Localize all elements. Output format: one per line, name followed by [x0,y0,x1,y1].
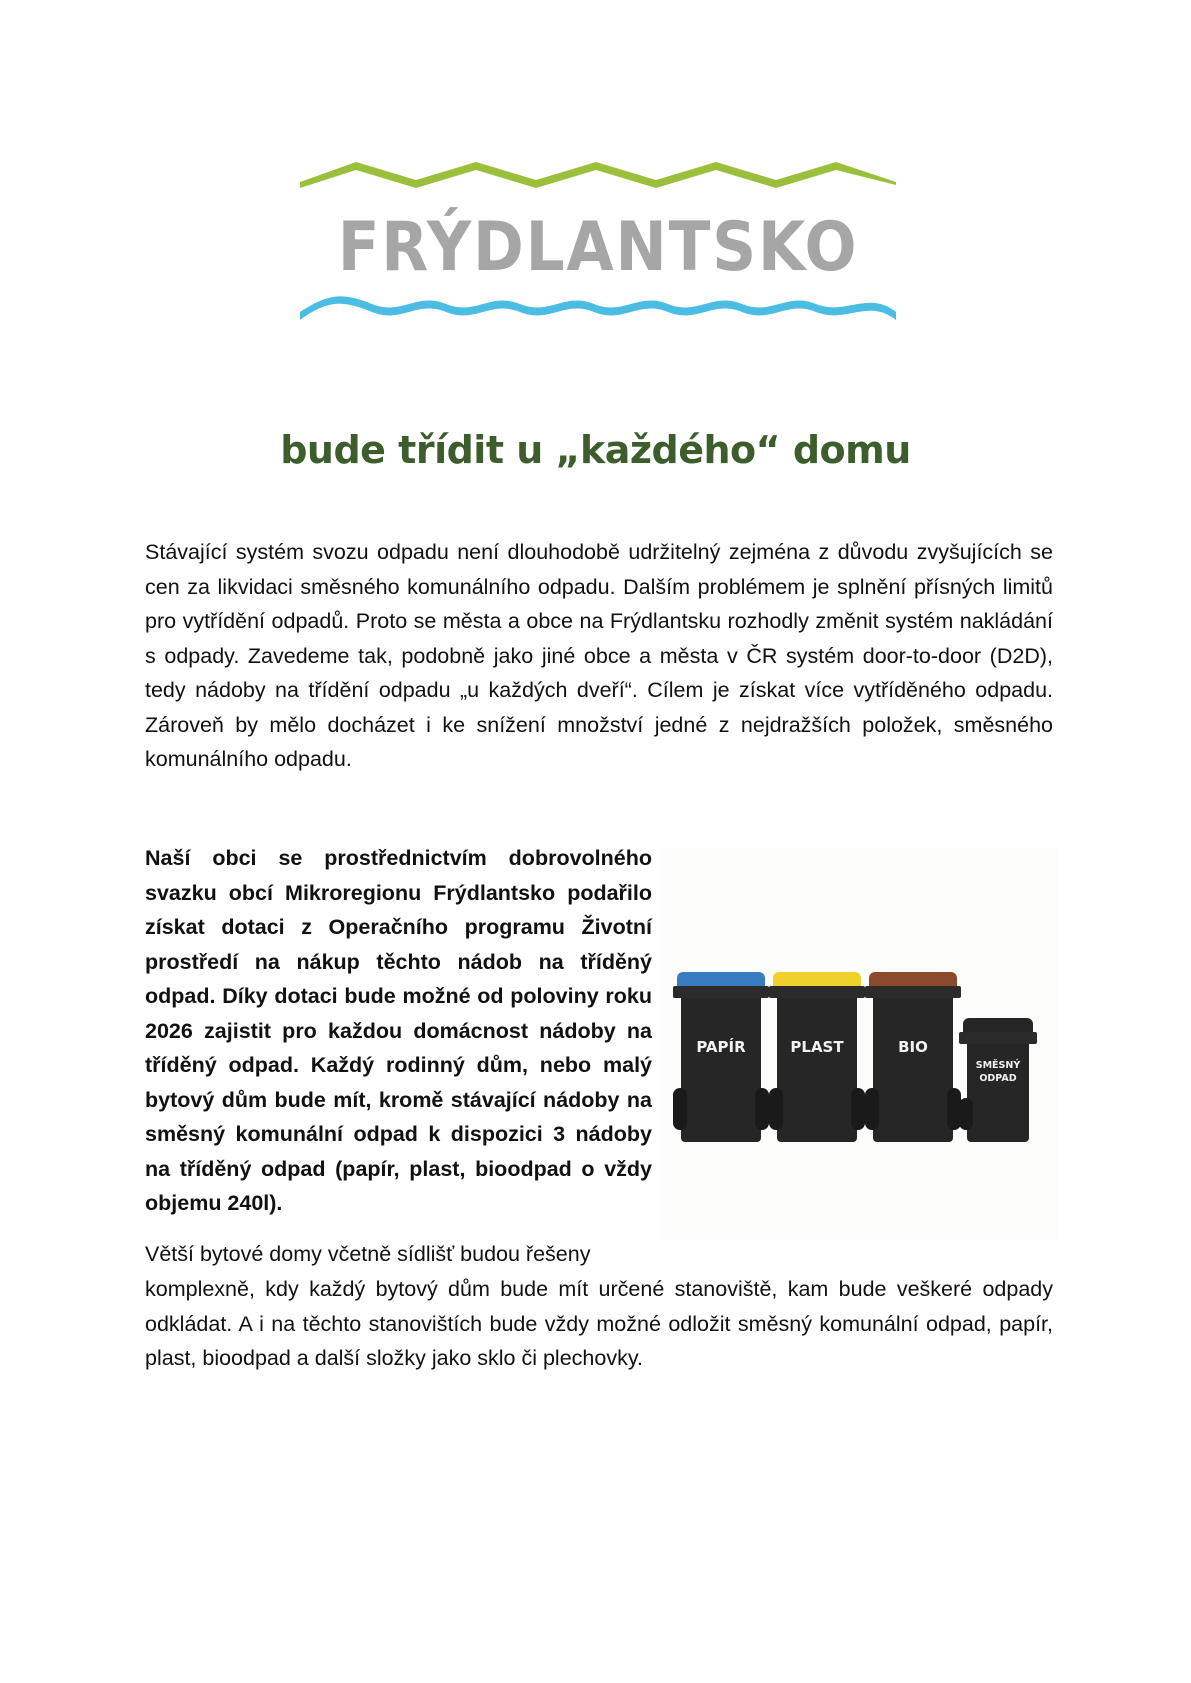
bin-label: PAPÍR [696,1038,746,1056]
intro-paragraph: Stávající systém svozu odpadu není dlouhodobě udržitelný zejména z důvodu zvyšujících se cen za likvidaci směsného komunálního odpadu. Dalším problémem je splnění přísných limitů pro vytřídění odpadů. Proto se města a obce na Frýdlantsku rozhodly změnit systém nakládání s odpady. Zavedeme tak, podobně jako jiné obce a města v ČR systém door-to-door (D2D), tedy nádoby na třídění odpadu „u každých dveří“. Cílem je získat více vytříděného odpadu. Zároveň by mělo docházet i ke snížení množství jedné z nejdražších položek, směsného komunálního odpadu. [145,540,1053,771]
bin-label: BIO [898,1038,928,1056]
bin-label-line1: SMĚSNÝ [975,1060,1021,1071]
bin-plastic-icon [773,972,861,1142]
grant-paragraph: Naší obci se prostřednictvím dobrovolného svazku obcí Mikroregionu Frýdlantsko podařilo získat dotaci z Operačního programu Životní prostředí na nákup těchto nádob na tříděný odpad. Díky dotaci bude možné od poloviny roku 2026 zajistit pro každou domácnost nádoby na tříděný odpad. Každý rodinný dům, nebo malý bytový dům bude mít, kromě stávající nádoby na směsný komunální odpad k dispozici 3 nádoby na tříděný odpad (papír, plast, bioodpad o vždy objemu 240l). [145,846,652,1215]
bin-label: PLAST [790,1038,844,1056]
page-title: bude třídit u „každého“ domu [280,428,911,472]
apartments-paragraph: komplexně, kdy každý bytový dům bude mít určené stanoviště, kam bude veškeré odpady odkládat. A i na těchto stanovištích bude vždy možné odložit směsný komunální odpad, papír, plast, bioodpad a další složky jako sklo či plechovky. [145,1277,1053,1370]
apartments-paragraph-first-line: Větší bytové domy včetně sídlišť budou řešeny [145,1242,591,1266]
bin-mixed-waste-icon [963,1018,1033,1142]
bin-bio-icon [869,972,957,1142]
logo-text: FRÝDLANTSKO [337,208,859,287]
bin-label-line2: ODPAD [979,1073,1017,1084]
frydlantsko-logo [298,160,898,335]
waste-bins-photo [663,848,1058,1240]
bin-paper-icon [677,972,765,1142]
